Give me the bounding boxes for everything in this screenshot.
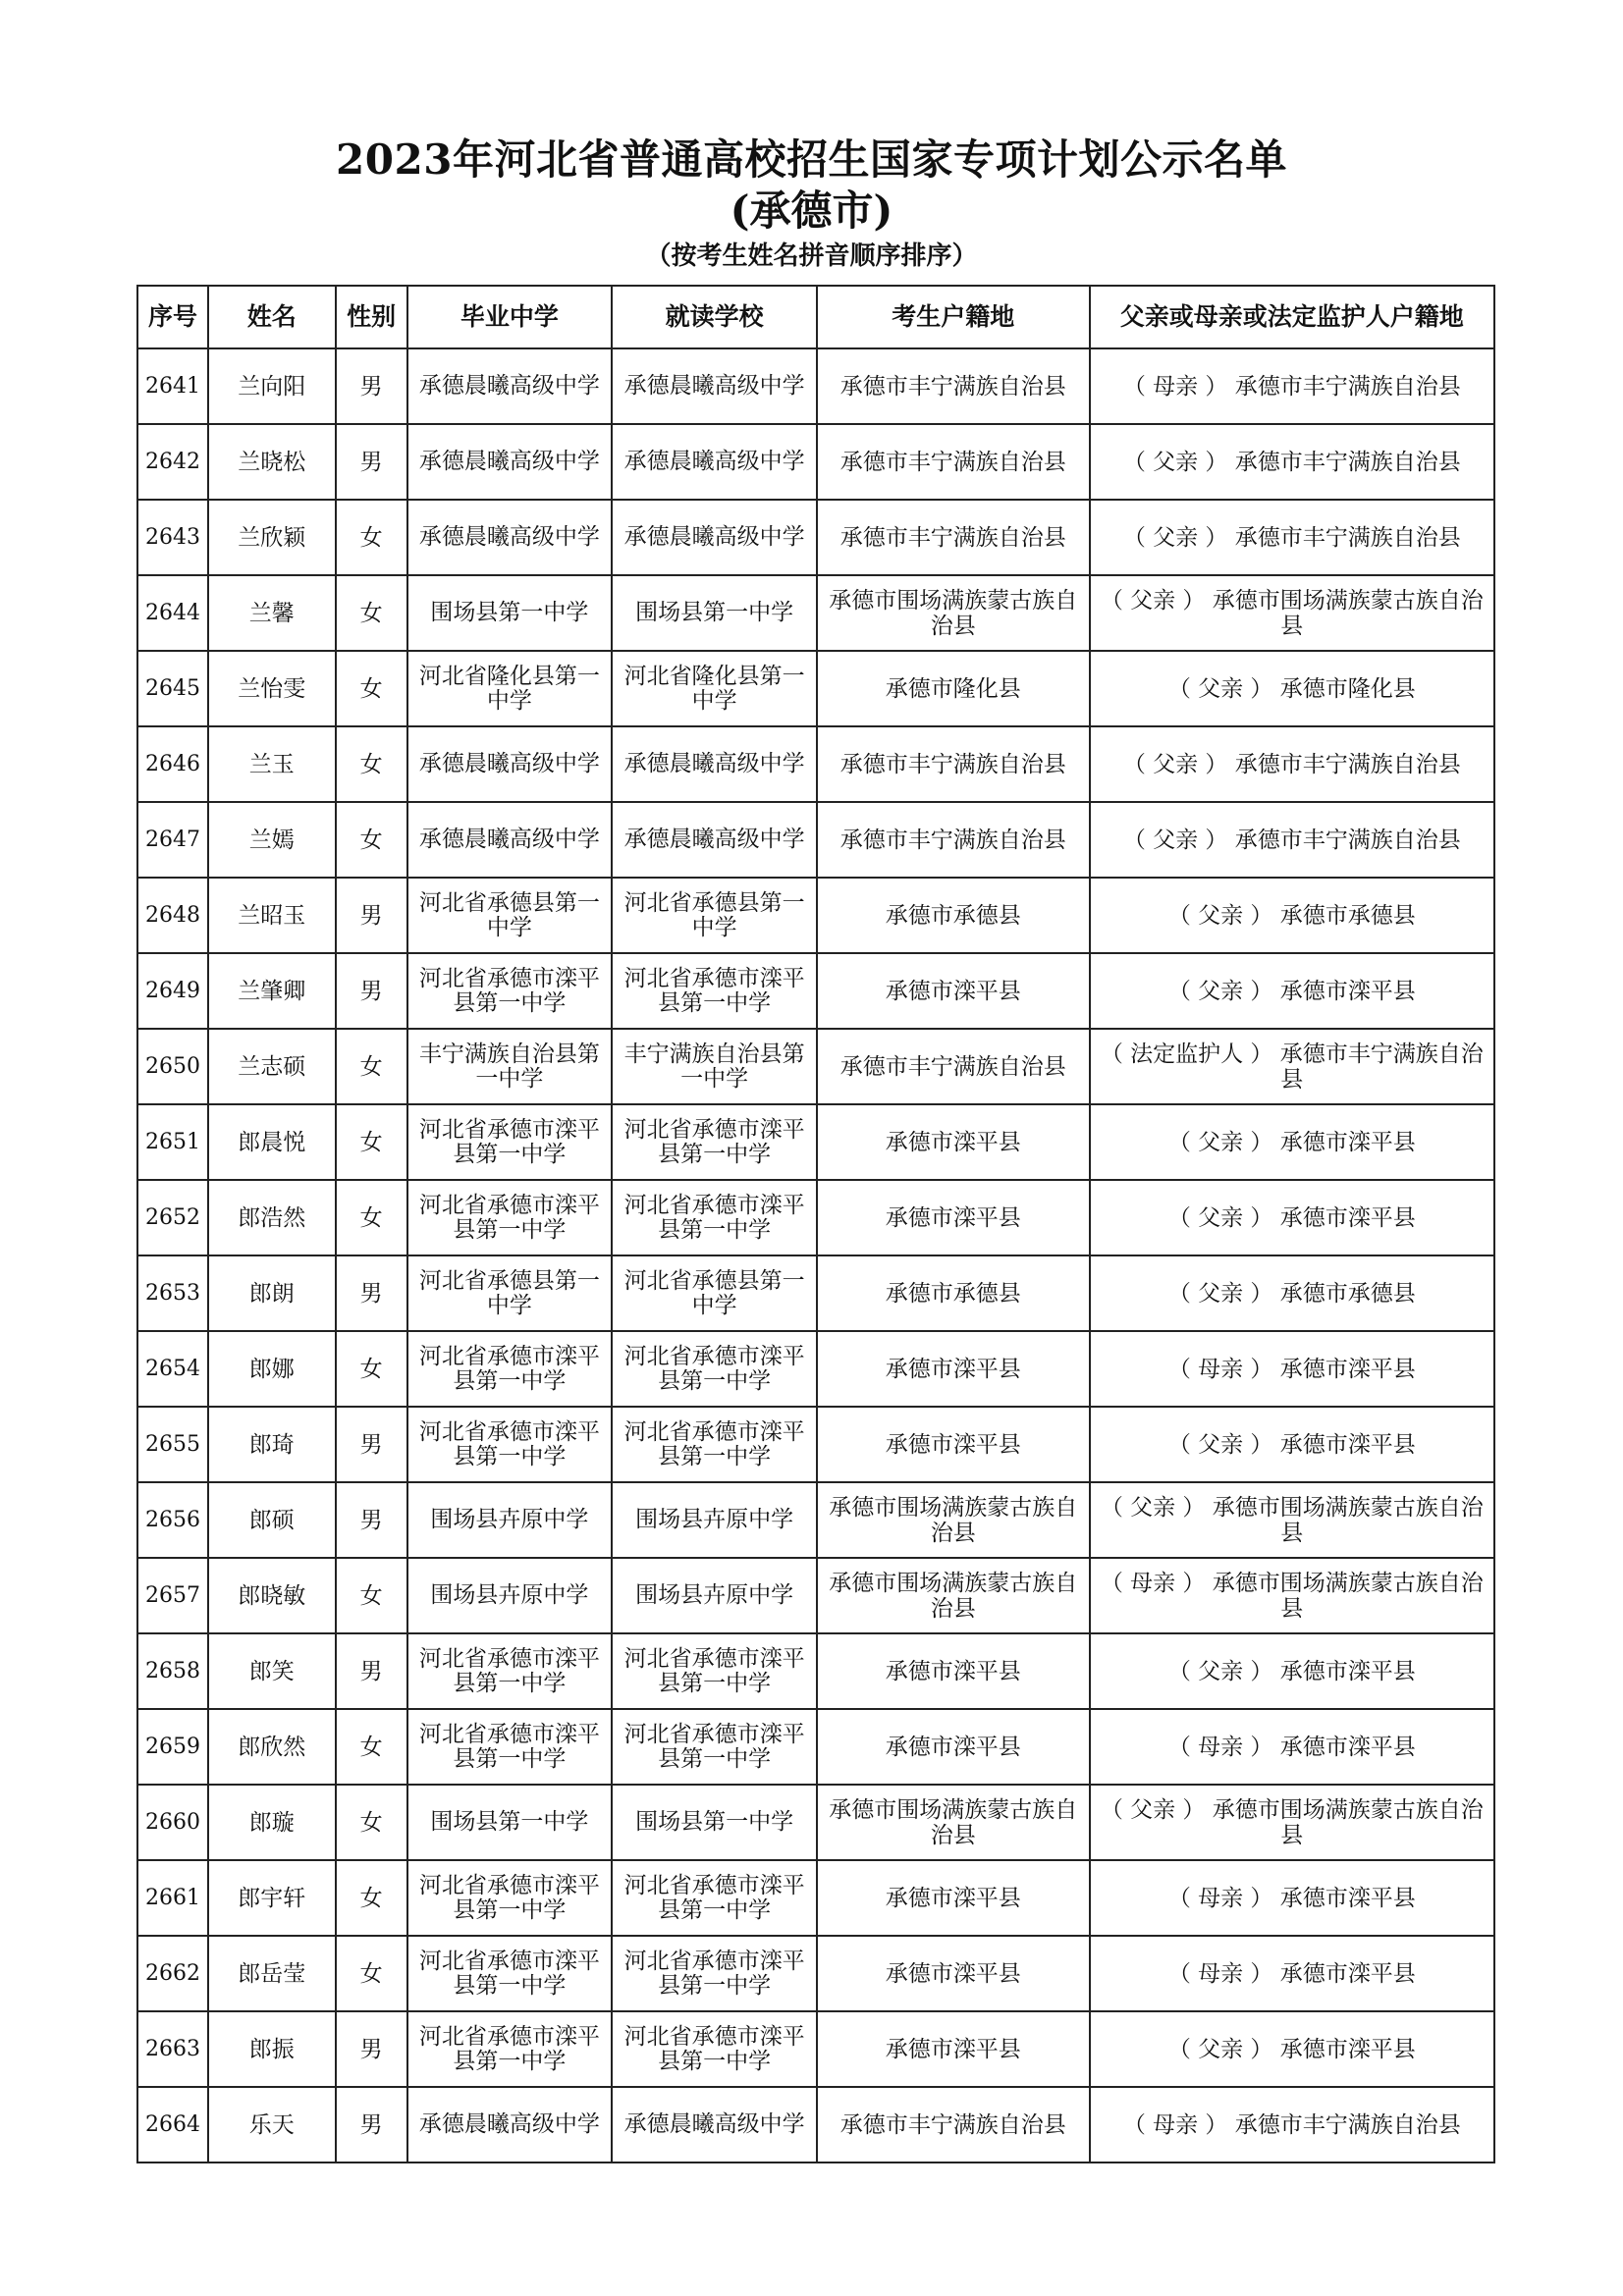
cell-household: 承德市承德县 xyxy=(817,878,1090,953)
cell-household: 承德市丰宁满族自治县 xyxy=(817,726,1090,802)
cell-grad-school: 河北省承德市滦平县第一中学 xyxy=(407,1633,613,1709)
cell-current-school: 河北省承德市滦平县第一中学 xyxy=(612,1331,817,1407)
cell-grad-school: 河北省承德市滦平县第一中学 xyxy=(407,953,613,1029)
cell-current-school: 围场县第一中学 xyxy=(612,575,817,651)
cell-current-school: 河北省承德市滦平县第一中学 xyxy=(612,1936,817,2011)
cell-grad-school: 丰宁满族自治县第一中学 xyxy=(407,1029,613,1104)
cell-grad-school: 承德晨曦高级中学 xyxy=(407,424,613,500)
cell-serial: 2642 xyxy=(137,424,208,500)
cell-current-school: 河北省承德市滦平县第一中学 xyxy=(612,1180,817,1255)
cell-serial: 2650 xyxy=(137,1029,208,1104)
table-row xyxy=(137,953,1494,1029)
header-guardian-household: 父亲或母亲或法定监护人户籍地 xyxy=(1090,286,1494,348)
cell-current-school: 河北省承德市滦平县第一中学 xyxy=(612,1104,817,1180)
cell-guardian-household: （ 父亲 ） 承德市滦平县 xyxy=(1090,1407,1494,1482)
cell-name: 乐天 xyxy=(208,2087,336,2163)
header-gender: 性别 xyxy=(336,286,407,348)
cell-grad-school: 河北省承德市滦平县第一中学 xyxy=(407,2011,613,2087)
cell-gender: 男 xyxy=(336,878,407,953)
cell-grad-school: 承德晨曦高级中学 xyxy=(407,348,613,424)
cell-guardian-household: （ 父亲 ） 承德市滦平县 xyxy=(1090,1104,1494,1180)
cell-name: 郎琦 xyxy=(208,1407,336,1482)
document-header xyxy=(0,135,1623,273)
cell-gender: 女 xyxy=(336,1860,407,1936)
cell-household: 承德市滦平县 xyxy=(817,1860,1090,1936)
cell-name: 郎振 xyxy=(208,2011,336,2087)
cell-household: 承德市滦平县 xyxy=(817,1331,1090,1407)
cell-grad-school: 河北省承德市滦平县第一中学 xyxy=(407,1860,613,1936)
cell-grad-school: 河北省隆化县第一中学 xyxy=(407,651,613,726)
cell-guardian-household: （ 母亲 ） 承德市滦平县 xyxy=(1090,1331,1494,1407)
cell-name: 郎欣然 xyxy=(208,1709,336,1785)
cell-current-school: 河北省承德县第一中学 xyxy=(612,878,817,953)
cell-household: 承德市围场满族蒙古族自治县 xyxy=(817,1785,1090,1860)
cell-household: 承德市围场满族蒙古族自治县 xyxy=(817,575,1090,651)
cell-grad-school: 河北省承德市滦平县第一中学 xyxy=(407,1407,613,1482)
cell-grad-school: 承德晨曦高级中学 xyxy=(407,802,613,878)
cell-household: 承德市丰宁满族自治县 xyxy=(817,424,1090,500)
cell-serial: 2645 xyxy=(137,651,208,726)
cell-name: 郎朗 xyxy=(208,1255,336,1331)
cell-household: 承德市隆化县 xyxy=(817,651,1090,726)
cell-guardian-household: （ 母亲 ） 承德市围场满族蒙古族自治县 xyxy=(1090,1558,1494,1633)
cell-grad-school: 承德晨曦高级中学 xyxy=(407,726,613,802)
table-row xyxy=(137,2011,1494,2087)
cell-name: 兰志硕 xyxy=(208,1029,336,1104)
cell-serial: 2657 xyxy=(137,1558,208,1633)
cell-household: 承德市滦平县 xyxy=(817,953,1090,1029)
cell-gender: 女 xyxy=(336,1104,407,1180)
cell-current-school: 河北省承德市滦平县第一中学 xyxy=(612,1633,817,1709)
table-row xyxy=(137,1104,1494,1180)
table-row xyxy=(137,1331,1494,1407)
cell-serial: 2655 xyxy=(137,1407,208,1482)
cell-serial: 2652 xyxy=(137,1180,208,1255)
cell-guardian-household: （ 法定监护人 ） 承德市丰宁满族自治县 xyxy=(1090,1029,1494,1104)
cell-name: 兰肇卿 xyxy=(208,953,336,1029)
cell-serial: 2643 xyxy=(137,500,208,575)
table-row xyxy=(137,348,1494,424)
header-current-school: 就读学校 xyxy=(612,286,817,348)
cell-gender: 女 xyxy=(336,1029,407,1104)
cell-serial: 2659 xyxy=(137,1709,208,1785)
cell-current-school: 承德晨曦高级中学 xyxy=(612,726,817,802)
cell-gender: 女 xyxy=(336,802,407,878)
table-body xyxy=(137,348,1494,2163)
table-row xyxy=(137,1407,1494,1482)
cell-name: 兰昭玉 xyxy=(208,878,336,953)
cell-name: 郎笑 xyxy=(208,1633,336,1709)
cell-name: 郎晨悦 xyxy=(208,1104,336,1180)
cell-serial: 2656 xyxy=(137,1482,208,1558)
cell-gender: 女 xyxy=(336,651,407,726)
cell-gender: 男 xyxy=(336,1255,407,1331)
cell-current-school: 河北省承德县第一中学 xyxy=(612,1255,817,1331)
cell-serial: 2660 xyxy=(137,1785,208,1860)
cell-household: 承德市滦平县 xyxy=(817,1936,1090,2011)
cell-grad-school: 河北省承德市滦平县第一中学 xyxy=(407,1936,613,2011)
cell-guardian-household: （ 父亲 ） 承德市围场满族蒙古族自治县 xyxy=(1090,575,1494,651)
cell-name: 兰玉 xyxy=(208,726,336,802)
cell-gender: 女 xyxy=(336,1331,407,1407)
cell-current-school: 围场县第一中学 xyxy=(612,1785,817,1860)
cell-gender: 女 xyxy=(336,1709,407,1785)
cell-serial: 2663 xyxy=(137,2011,208,2087)
cell-name: 兰馨 xyxy=(208,575,336,651)
cell-grad-school: 承德晨曦高级中学 xyxy=(407,2087,613,2163)
table-row xyxy=(137,1860,1494,1936)
cell-gender: 男 xyxy=(336,2087,407,2163)
cell-serial: 2653 xyxy=(137,1255,208,1331)
table-row xyxy=(137,1255,1494,1331)
cell-serial: 2662 xyxy=(137,1936,208,2011)
cell-current-school: 河北省承德市滦平县第一中学 xyxy=(612,1407,817,1482)
cell-gender: 女 xyxy=(336,1785,407,1860)
table-row xyxy=(137,1936,1494,2011)
cell-household: 承德市滦平县 xyxy=(817,1407,1090,1482)
header-name: 姓名 xyxy=(208,286,336,348)
table-header-row xyxy=(137,286,1494,348)
cell-gender: 女 xyxy=(336,500,407,575)
table-row xyxy=(137,726,1494,802)
cell-household: 承德市承德县 xyxy=(817,1255,1090,1331)
cell-household: 承德市丰宁满族自治县 xyxy=(817,348,1090,424)
table-row xyxy=(137,802,1494,878)
cell-grad-school: 河北省承德市滦平县第一中学 xyxy=(407,1709,613,1785)
sort-note: （按考生姓名拼音顺序排序） xyxy=(645,241,978,271)
cell-guardian-household: （ 父亲 ） 承德市承德县 xyxy=(1090,878,1494,953)
table-row xyxy=(137,1558,1494,1633)
cell-guardian-household: （ 父亲 ） 承德市隆化县 xyxy=(1090,651,1494,726)
cell-household: 承德市滦平县 xyxy=(817,1104,1090,1180)
cell-name: 郎璇 xyxy=(208,1785,336,1860)
cell-guardian-household: （ 父亲 ） 承德市滦平县 xyxy=(1090,953,1494,1029)
cell-grad-school: 河北省承德县第一中学 xyxy=(407,1255,613,1331)
cell-serial: 2646 xyxy=(137,726,208,802)
table-row xyxy=(137,878,1494,953)
cell-serial: 2661 xyxy=(137,1860,208,1936)
cell-guardian-household: （ 父亲 ） 承德市丰宁满族自治县 xyxy=(1090,726,1494,802)
document-subtitle: (承德市) xyxy=(730,187,893,235)
header-serial: 序号 xyxy=(137,286,208,348)
cell-guardian-household: （ 父亲 ） 承德市承德县 xyxy=(1090,1255,1494,1331)
cell-household: 承德市丰宁满族自治县 xyxy=(817,500,1090,575)
table-row xyxy=(137,1633,1494,1709)
cell-name: 郎浩然 xyxy=(208,1180,336,1255)
cell-grad-school: 河北省承德市滦平县第一中学 xyxy=(407,1104,613,1180)
cell-gender: 男 xyxy=(336,1633,407,1709)
cell-gender: 男 xyxy=(336,2011,407,2087)
table-row xyxy=(137,1180,1494,1255)
cell-guardian-household: （ 母亲 ） 承德市丰宁满族自治县 xyxy=(1090,2087,1494,2163)
table-row xyxy=(137,1029,1494,1104)
cell-guardian-household: （ 父亲 ） 承德市丰宁满族自治县 xyxy=(1090,802,1494,878)
cell-current-school: 河北省承德市滦平县第一中学 xyxy=(612,1709,817,1785)
table-row xyxy=(137,1785,1494,1860)
cell-current-school: 围场县卉原中学 xyxy=(612,1558,817,1633)
cell-name: 郎岳莹 xyxy=(208,1936,336,2011)
cell-household: 承德市丰宁满族自治县 xyxy=(817,802,1090,878)
table-row xyxy=(137,500,1494,575)
cell-serial: 2658 xyxy=(137,1633,208,1709)
cell-gender: 男 xyxy=(336,348,407,424)
cell-current-school: 河北省承德市滦平县第一中学 xyxy=(612,2011,817,2087)
cell-name: 郎宇轩 xyxy=(208,1860,336,1936)
cell-gender: 男 xyxy=(336,1482,407,1558)
cell-serial: 2654 xyxy=(137,1331,208,1407)
table-row xyxy=(137,1709,1494,1785)
cell-name: 兰欣颖 xyxy=(208,500,336,575)
table-row xyxy=(137,575,1494,651)
cell-serial: 2647 xyxy=(137,802,208,878)
cell-name: 郎娜 xyxy=(208,1331,336,1407)
cell-gender: 男 xyxy=(336,1407,407,1482)
cell-grad-school: 河北省承德市滦平县第一中学 xyxy=(407,1331,613,1407)
roster-table xyxy=(136,285,1495,2163)
table-row xyxy=(137,651,1494,726)
cell-serial: 2649 xyxy=(137,953,208,1029)
cell-grad-school: 围场县卉原中学 xyxy=(407,1558,613,1633)
cell-current-school: 承德晨曦高级中学 xyxy=(612,424,817,500)
cell-gender: 女 xyxy=(336,1558,407,1633)
cell-grad-school: 围场县卉原中学 xyxy=(407,1482,613,1558)
cell-current-school: 河北省承德市滦平县第一中学 xyxy=(612,953,817,1029)
cell-current-school: 承德晨曦高级中学 xyxy=(612,802,817,878)
cell-gender: 女 xyxy=(336,1180,407,1255)
cell-household: 承德市围场满族蒙古族自治县 xyxy=(817,1482,1090,1558)
cell-serial: 2648 xyxy=(137,878,208,953)
cell-household: 承德市滦平县 xyxy=(817,1709,1090,1785)
cell-guardian-household: （ 母亲 ） 承德市丰宁满族自治县 xyxy=(1090,348,1494,424)
cell-current-school: 丰宁满族自治县第一中学 xyxy=(612,1029,817,1104)
cell-guardian-household: （ 母亲 ） 承德市滦平县 xyxy=(1090,1860,1494,1936)
cell-gender: 女 xyxy=(336,726,407,802)
cell-household: 承德市滦平县 xyxy=(817,1633,1090,1709)
cell-serial: 2664 xyxy=(137,2087,208,2163)
cell-gender: 女 xyxy=(336,1936,407,2011)
cell-guardian-household: （ 父亲 ） 承德市滦平县 xyxy=(1090,1633,1494,1709)
cell-gender: 男 xyxy=(336,424,407,500)
cell-household: 承德市围场满族蒙古族自治县 xyxy=(817,1558,1090,1633)
cell-current-school: 承德晨曦高级中学 xyxy=(612,500,817,575)
cell-serial: 2641 xyxy=(137,348,208,424)
cell-grad-school: 承德晨曦高级中学 xyxy=(407,500,613,575)
cell-grad-school: 围场县第一中学 xyxy=(407,575,613,651)
cell-guardian-household: （ 父亲 ） 承德市滦平县 xyxy=(1090,1180,1494,1255)
cell-guardian-household: （ 父亲 ） 承德市滦平县 xyxy=(1090,2011,1494,2087)
table-row xyxy=(137,2087,1494,2163)
cell-name: 郎硕 xyxy=(208,1482,336,1558)
cell-grad-school: 围场县第一中学 xyxy=(407,1785,613,1860)
table-row xyxy=(137,1482,1494,1558)
cell-current-school: 承德晨曦高级中学 xyxy=(612,348,817,424)
cell-household: 承德市滦平县 xyxy=(817,1180,1090,1255)
cell-guardian-household: （ 父亲 ） 承德市围场满族蒙古族自治县 xyxy=(1090,1482,1494,1558)
cell-grad-school: 河北省承德县第一中学 xyxy=(407,878,613,953)
cell-gender: 男 xyxy=(336,953,407,1029)
table-row xyxy=(137,424,1494,500)
header-household: 考生户籍地 xyxy=(817,286,1090,348)
cell-household: 承德市丰宁满族自治县 xyxy=(817,1029,1090,1104)
cell-grad-school: 河北省承德市滦平县第一中学 xyxy=(407,1180,613,1255)
cell-current-school: 承德晨曦高级中学 xyxy=(612,2087,817,2163)
cell-household: 承德市滦平县 xyxy=(817,2011,1090,2087)
header-grad-school: 毕业中学 xyxy=(407,286,613,348)
cell-name: 兰嫣 xyxy=(208,802,336,878)
cell-current-school: 河北省隆化县第一中学 xyxy=(612,651,817,726)
cell-guardian-household: （ 父亲 ） 承德市丰宁满族自治县 xyxy=(1090,424,1494,500)
cell-name: 兰怡雯 xyxy=(208,651,336,726)
cell-guardian-household: （ 母亲 ） 承德市滦平县 xyxy=(1090,1936,1494,2011)
document-title: 2023年河北省普通高校招生国家专项计划公示名单 xyxy=(336,135,1287,184)
cell-name: 兰晓松 xyxy=(208,424,336,500)
cell-gender: 女 xyxy=(336,575,407,651)
cell-guardian-household: （ 母亲 ） 承德市滦平县 xyxy=(1090,1709,1494,1785)
cell-current-school: 围场县卉原中学 xyxy=(612,1482,817,1558)
cell-guardian-household: （ 父亲 ） 承德市围场满族蒙古族自治县 xyxy=(1090,1785,1494,1860)
cell-serial: 2644 xyxy=(137,575,208,651)
cell-name: 兰向阳 xyxy=(208,348,336,424)
cell-serial: 2651 xyxy=(137,1104,208,1180)
cell-guardian-household: （ 父亲 ） 承德市丰宁满族自治县 xyxy=(1090,500,1494,575)
cell-name: 郎晓敏 xyxy=(208,1558,336,1633)
cell-household: 承德市丰宁满族自治县 xyxy=(817,2087,1090,2163)
cell-current-school: 河北省承德市滦平县第一中学 xyxy=(612,1860,817,1936)
